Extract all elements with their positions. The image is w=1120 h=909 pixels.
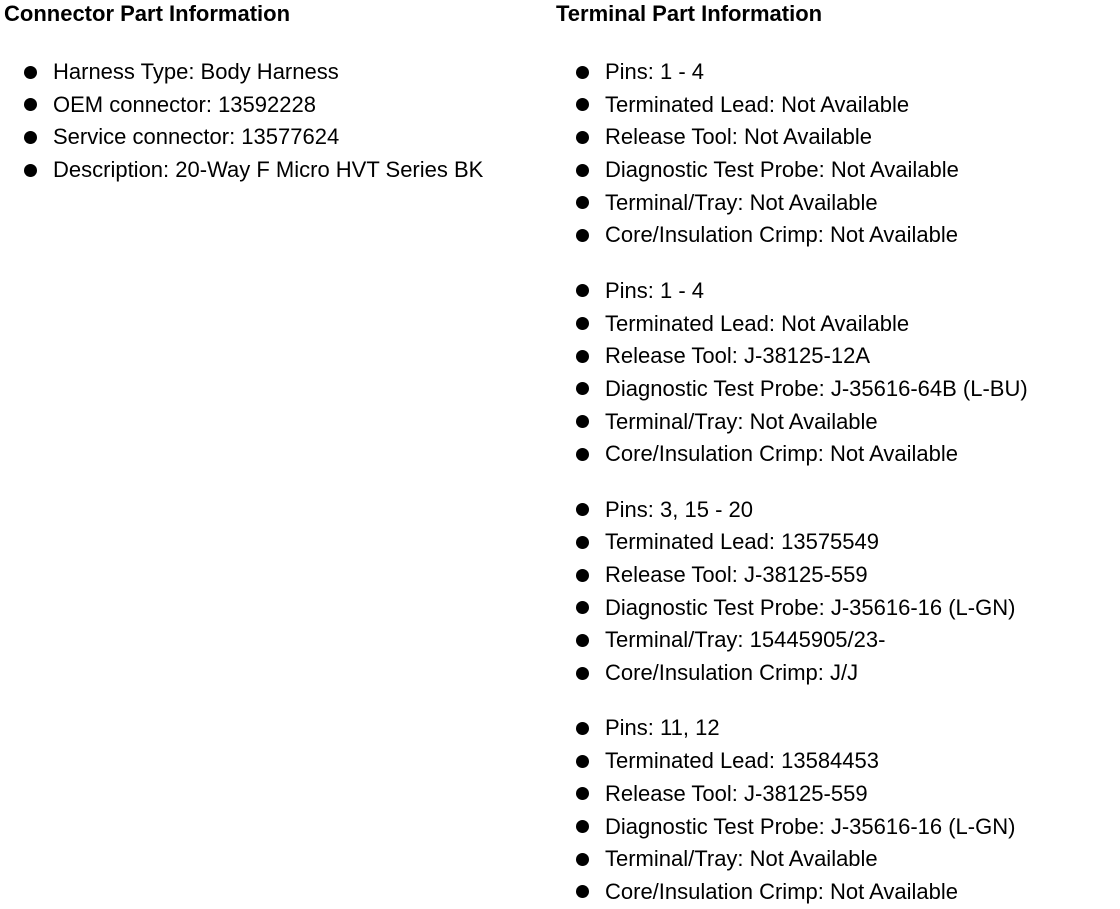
list-item bbox=[556, 843, 1116, 876]
list-item bbox=[556, 657, 1116, 690]
terminal-group-1 bbox=[556, 56, 1116, 252]
list-item-text: Harness Type: Body Harness bbox=[53, 59, 339, 84]
bullet-icon bbox=[576, 853, 589, 866]
list-item bbox=[556, 494, 1116, 527]
bullet-icon bbox=[576, 634, 589, 647]
bullet-icon bbox=[576, 722, 589, 735]
bullet-icon bbox=[576, 317, 589, 330]
list-item bbox=[4, 121, 549, 154]
bullet-icon bbox=[576, 284, 589, 297]
list-item-text: Terminal/Tray: Not Available bbox=[605, 408, 878, 434]
list-item-text: Diagnostic Test Probe: J-35616-16 (L-GN) bbox=[605, 813, 1016, 839]
bullet-icon bbox=[576, 98, 589, 111]
list-item bbox=[556, 624, 1116, 657]
list-item-text: Core/Insulation Crimp: J/J bbox=[605, 660, 859, 686]
bullet-icon bbox=[576, 66, 589, 79]
list-item-text: Core/Insulation Crimp: Not Available bbox=[605, 441, 958, 467]
terminal-part-section bbox=[556, 0, 1116, 909]
list-item bbox=[556, 89, 1116, 122]
list-item bbox=[556, 56, 1116, 89]
list-item bbox=[556, 187, 1116, 220]
list-item-text: Core/Insulation Crimp: Not Available bbox=[605, 222, 958, 248]
connector-part-section bbox=[4, 0, 549, 187]
terminal-group-4 bbox=[556, 712, 1116, 908]
bullet-icon bbox=[576, 755, 589, 768]
list-item bbox=[556, 778, 1116, 811]
terminal-group-2 bbox=[556, 275, 1116, 471]
list-item-text: Terminal/Tray: Not Available bbox=[605, 189, 878, 215]
list-item bbox=[556, 219, 1116, 252]
bullet-icon bbox=[576, 350, 589, 363]
bullet-icon bbox=[576, 885, 589, 898]
list-item bbox=[556, 745, 1116, 778]
list-item bbox=[4, 89, 549, 122]
list-item-text: Terminated Lead: Not Available bbox=[605, 91, 910, 117]
connector-part-list bbox=[4, 56, 549, 187]
bullet-icon bbox=[576, 448, 589, 461]
bullet-icon bbox=[576, 667, 589, 680]
list-item-text: Diagnostic Test Probe: J-35616-64B (L-BU) bbox=[605, 375, 1028, 401]
list-item bbox=[4, 56, 549, 89]
list-item bbox=[556, 876, 1116, 909]
bullet-icon bbox=[576, 536, 589, 549]
bullet-icon bbox=[24, 131, 37, 144]
bullet-icon bbox=[576, 787, 589, 800]
list-item bbox=[556, 526, 1116, 559]
list-item-text: Pins: 1 - 4 bbox=[605, 277, 705, 303]
list-item-text: Description: 20-Way F Micro HVT Series BK bbox=[53, 157, 484, 183]
list-item-text: Diagnostic Test Probe: Not Available bbox=[605, 157, 959, 183]
bullet-icon bbox=[576, 229, 589, 242]
list-item bbox=[556, 121, 1116, 154]
list-item-text: Release Tool: J-38125-12A bbox=[605, 343, 870, 369]
list-item-text: Release Tool: Not Available bbox=[605, 124, 873, 150]
bullet-icon bbox=[24, 164, 37, 177]
bullet-icon bbox=[24, 98, 37, 111]
list-item bbox=[556, 340, 1116, 373]
list-item bbox=[4, 154, 549, 187]
bullet-icon bbox=[576, 382, 589, 395]
terminal-part-heading: Terminal Part Information bbox=[556, 1, 823, 26]
list-item bbox=[556, 373, 1116, 406]
list-item bbox=[556, 154, 1116, 187]
bullet-icon bbox=[576, 503, 589, 516]
list-item-text: Terminal/Tray: 15445905/23- bbox=[605, 627, 886, 653]
list-item-text: Core/Insulation Crimp: Not Available bbox=[605, 878, 958, 904]
list-item bbox=[556, 406, 1116, 439]
bullet-icon bbox=[576, 569, 589, 582]
list-item-text: Terminated Lead: 13575549 bbox=[605, 529, 879, 555]
list-item-text: Pins: 11, 12 bbox=[605, 715, 720, 741]
bullet-icon bbox=[576, 131, 589, 144]
bullet-icon bbox=[24, 66, 37, 79]
bullet-icon bbox=[576, 415, 589, 428]
list-item-text: Terminated Lead: Not Available bbox=[605, 310, 910, 336]
list-item bbox=[556, 308, 1116, 341]
terminal-group-3 bbox=[556, 494, 1116, 690]
list-item-text: Diagnostic Test Probe: J-35616-16 (L-GN) bbox=[605, 594, 1016, 620]
bullet-icon bbox=[576, 820, 589, 833]
list-item-text: Release Tool: J-38125-559 bbox=[605, 562, 868, 587]
terminal-part-groups bbox=[556, 56, 1116, 909]
list-item-text: Terminal/Tray: Not Available bbox=[605, 846, 878, 872]
list-item bbox=[556, 438, 1116, 471]
list-item bbox=[556, 275, 1116, 308]
bullet-icon bbox=[576, 601, 589, 614]
list-item bbox=[556, 559, 1116, 592]
list-item bbox=[556, 712, 1116, 745]
connector-part-heading: Connector Part Information bbox=[4, 1, 291, 26]
list-item-text: OEM connector: 13592228 bbox=[53, 91, 316, 117]
bullet-icon bbox=[576, 164, 589, 177]
list-item-text: Service connector: 13577624 bbox=[53, 124, 340, 150]
list-item bbox=[556, 592, 1116, 625]
list-item-text: Pins: 1 - 4 bbox=[605, 59, 705, 84]
list-item-text: Release Tool: J-38125-559 bbox=[605, 780, 868, 806]
list-item-text: Terminated Lead: 13584453 bbox=[605, 748, 879, 774]
bullet-icon bbox=[576, 196, 589, 209]
list-item bbox=[556, 811, 1116, 844]
list-item-text: Pins: 3, 15 - 20 bbox=[605, 496, 753, 522]
